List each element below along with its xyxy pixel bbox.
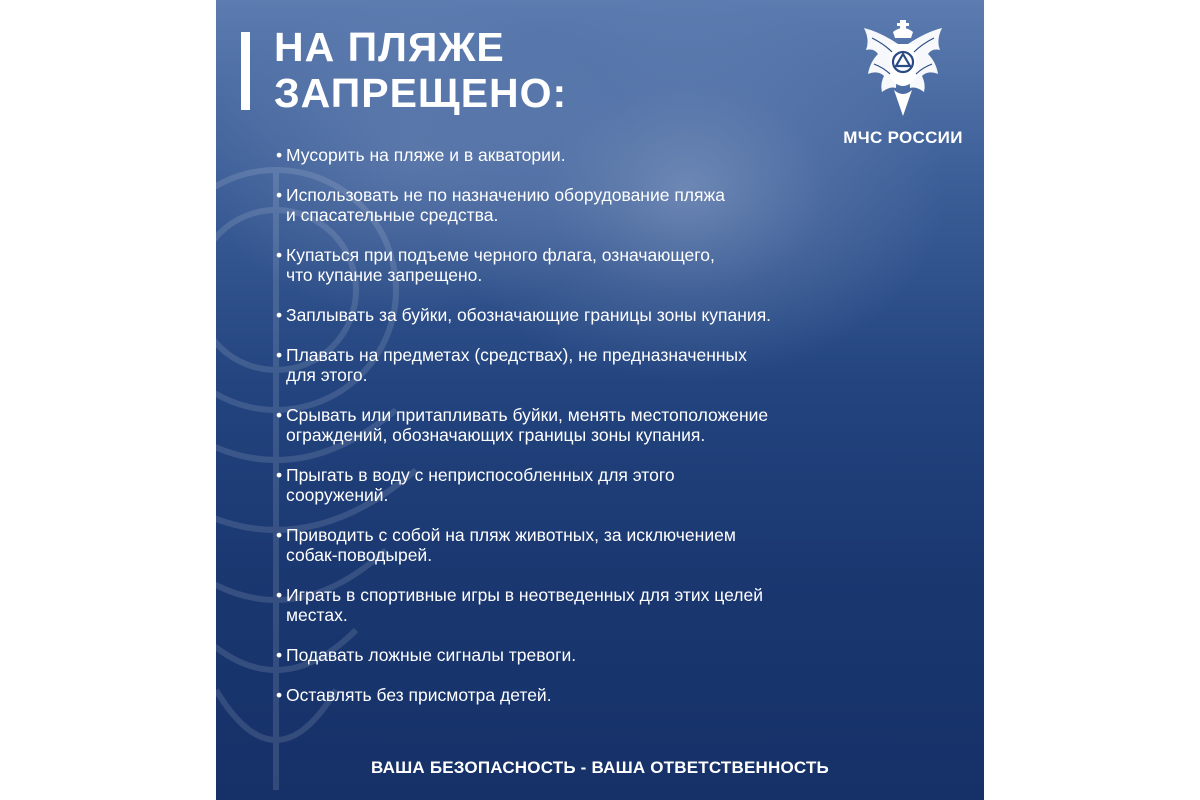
bullet-icon: • bbox=[276, 525, 283, 545]
bullet-icon: • bbox=[276, 345, 283, 365]
bullet-icon: • bbox=[276, 645, 283, 665]
rule-text-line: Приводить с собой на пляж животных, за исключением bbox=[286, 525, 736, 545]
bullet-icon: • bbox=[276, 465, 283, 485]
poster-title-line: НА ПЛЯЖЕ bbox=[274, 24, 505, 70]
bullet-icon: • bbox=[276, 145, 283, 165]
rule-item bbox=[276, 185, 725, 225]
rule-text-line: Использовать не по назначению оборудование пляжа bbox=[286, 185, 725, 205]
emchs-logo bbox=[828, 18, 978, 158]
rule-item bbox=[276, 525, 736, 565]
rule-item bbox=[276, 685, 552, 705]
rule-item bbox=[276, 305, 771, 325]
rule-item bbox=[276, 345, 747, 385]
rule-item bbox=[276, 585, 763, 625]
bullet-icon: • bbox=[276, 245, 283, 265]
rule-item bbox=[276, 145, 566, 165]
rule-text-line: Заплывать за буйки, обозначающие границы зоны купания. bbox=[286, 305, 772, 325]
rule-item bbox=[276, 245, 715, 285]
bullet-icon: • bbox=[276, 185, 283, 205]
rule-text-line: что купание запрещено. bbox=[286, 265, 483, 285]
rule-item bbox=[276, 645, 576, 665]
rule-text-line: местах. bbox=[286, 605, 348, 625]
rule-text-line: ограждений, обозначающих границы зоны купания. bbox=[286, 425, 706, 445]
rule-text-line: Оставлять без присмотра детей. bbox=[286, 685, 552, 705]
rule-item bbox=[276, 465, 675, 505]
title-accent-bar bbox=[241, 32, 250, 110]
rule-text-line: Срывать или притапливать буйки, менять местоположение bbox=[286, 405, 769, 425]
bullet-icon: • bbox=[276, 405, 283, 425]
rule-text-line: Прыгать в воду с неприспособленных для этого bbox=[286, 465, 675, 485]
rule-text-line: сооружений. bbox=[286, 485, 389, 505]
poster-title-line: ЗАПРЕЩЕНО: bbox=[274, 70, 568, 116]
beach-rules-poster bbox=[216, 0, 984, 800]
emchs-eagle-emblem-icon bbox=[860, 18, 946, 122]
rule-text-line: и спасательные средства. bbox=[286, 205, 499, 225]
rule-text-line: собак-поводырей. bbox=[286, 545, 433, 565]
rule-text-line: Подавать ложные сигналы тревоги. bbox=[286, 645, 577, 665]
bullet-icon: • bbox=[276, 685, 283, 705]
rule-text-line: для этого. bbox=[286, 365, 368, 385]
rule-text-line: Плавать на предметах (средствах), не предназначенных bbox=[286, 345, 747, 365]
bullet-icon: • bbox=[276, 585, 283, 605]
logo-text: МЧС РОССИИ bbox=[843, 128, 963, 147]
rule-text-line: Мусорить на пляже и в акватории. bbox=[286, 145, 566, 165]
rule-item bbox=[276, 405, 768, 445]
rule-text-line: Играть в спортивные игры в неотведенных для этих целей bbox=[286, 585, 763, 605]
poster-title bbox=[274, 24, 567, 116]
bullet-icon: • bbox=[276, 305, 283, 325]
footer-slogan: ВАША БЕЗОПАСНОСТЬ - ВАША ОТВЕТСТВЕННОСТЬ bbox=[371, 758, 829, 777]
rule-text-line: Купаться при подъеме черного флага, означающего, bbox=[286, 245, 715, 265]
